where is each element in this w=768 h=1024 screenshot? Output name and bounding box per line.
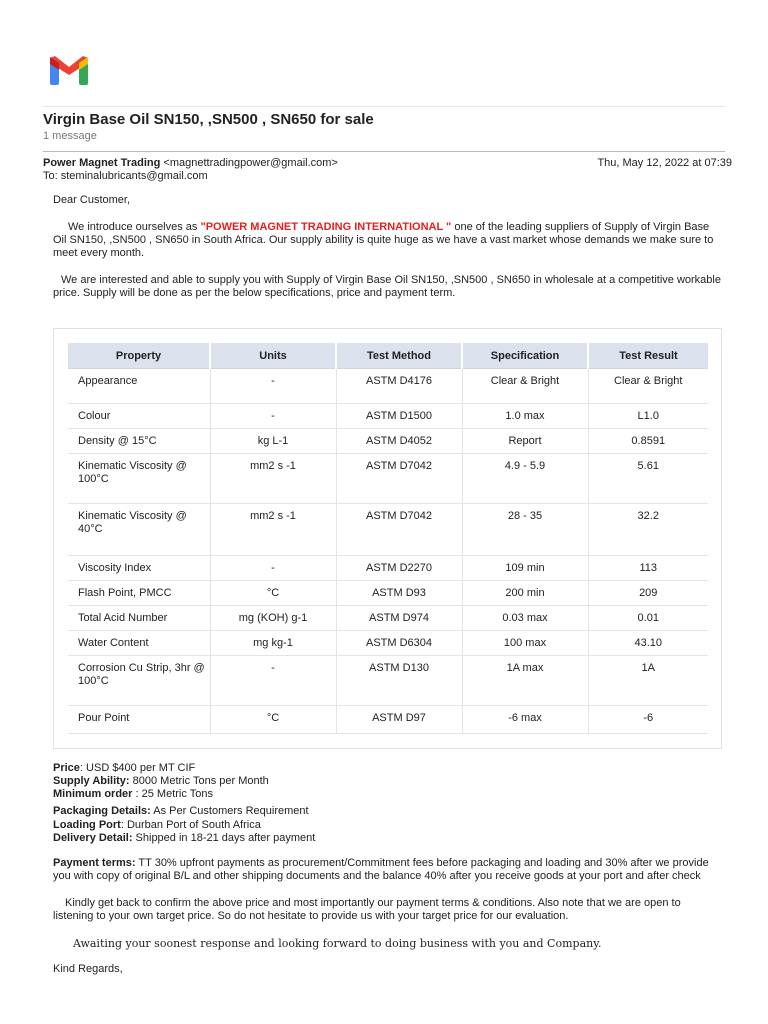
table-cell: ASTM D974: [336, 606, 462, 631]
table-cell: -6 max: [462, 706, 588, 734]
table-row: [68, 706, 708, 734]
specification-table: [68, 343, 708, 734]
loading-port-label: Loading Port: [53, 819, 121, 831]
payment-label: Payment terms:: [53, 857, 136, 869]
table-cell: ASTM D97: [336, 706, 462, 734]
price-value: : USD $400 per MT CIF: [79, 762, 196, 774]
table-cell: ASTM D1500: [336, 404, 462, 429]
kindly-paragraph: Kindly get back to confirm the above price and most importantly our payment terms & conditions. Also note that we are open to listening to your own target price. So do not hesitate to provide us with your target price for our evaluation.: [53, 897, 681, 922]
sender-email[interactable]: <magnettradingpower@gmail.com>: [163, 157, 338, 169]
table-cell: Kinematic Viscosity @ 40°C: [68, 504, 210, 556]
table-cell: Density @ 15°C: [68, 429, 210, 454]
header-divider: [43, 106, 725, 107]
payment-value: TT 30% upfront payments as procurement/Commitment fees before packaging and loading and 30% after we provide you with copy of original B/L and other shipping documents and the balance 40% after you receive goods at your port and after check: [53, 857, 709, 882]
table-cell: °C: [210, 706, 336, 734]
table-cell: ASTM D2270: [336, 556, 462, 581]
supply-label: Supply Ability:: [53, 775, 130, 787]
table-cell: 0.8591: [588, 429, 708, 454]
delivery-line: [53, 832, 723, 845]
intro-before: We introduce ourselves as: [68, 221, 201, 233]
column-header: Specification: [462, 343, 588, 369]
table-cell: 100 max: [462, 631, 588, 656]
packaging-line: [53, 805, 723, 818]
table-cell: mm2 s -1: [210, 504, 336, 556]
recipient-line: To: steminalubricants@gmail.com: [43, 170, 208, 182]
column-header: Test Result: [588, 343, 708, 369]
table-cell: Water Content: [68, 631, 210, 656]
min-order-line: [53, 788, 723, 801]
table-cell: 113: [588, 556, 708, 581]
table-row: [68, 581, 708, 606]
email-subject: Virgin Base Oil SN150, ,SN500 , SN650 for sale: [43, 111, 374, 128]
table-cell: 32.2: [588, 504, 708, 556]
table-cell: ASTM D7042: [336, 454, 462, 504]
table-cell: 1A max: [462, 656, 588, 706]
price-label: Price: [53, 762, 80, 774]
table-cell: L1.0: [588, 404, 708, 429]
message-count: 1 message: [43, 130, 97, 142]
table-cell: °C: [210, 581, 336, 606]
payment-terms: [53, 857, 723, 883]
delivery-label: Delivery Detail:: [53, 832, 133, 844]
supply-value: 8000 Metric Tons per Month: [129, 775, 269, 787]
table-cell: ASTM D7042: [336, 504, 462, 556]
min-order-label: Minimum order: [53, 788, 133, 800]
table-cell: 200 min: [462, 581, 588, 606]
table-cell: kg L-1: [210, 429, 336, 454]
min-order-value: : 25 Metric Tons: [132, 788, 213, 800]
table-cell: -: [210, 656, 336, 706]
table-cell: Appearance: [68, 369, 210, 404]
table-cell: -: [210, 556, 336, 581]
interest-paragraph: We are interested and able to supply you with Supply of Virgin Base Oil SN150, ,SN500 , SN650 in wholesale at a competitive workable price. Supply will be done as per the below specifications, price and payment term.: [53, 274, 721, 299]
table-cell: Corrosion Cu Strip, 3hr @ 100°C: [68, 656, 210, 706]
packaging-value: As Per Customers Requirement: [150, 805, 309, 817]
awaiting-line: Awaiting your soonest response and looking forward to doing business with you and Company.: [73, 937, 602, 950]
table-cell: ASTM D93: [336, 581, 462, 606]
table-cell: Colour: [68, 404, 210, 429]
table-cell: ASTM D4052: [336, 429, 462, 454]
loading-port-value: : Durban Port of South Africa: [120, 819, 261, 831]
sender-name[interactable]: Power Magnet Trading: [43, 157, 161, 169]
table-row: [68, 606, 708, 631]
email-date: Thu, May 12, 2022 at 07:39: [597, 157, 732, 169]
table-cell: 0.01: [588, 606, 708, 631]
table-cell: 28 - 35: [462, 504, 588, 556]
table-cell: 1.0 max: [462, 404, 588, 429]
sender-line: [43, 157, 338, 169]
table-cell: Clear & Bright: [588, 369, 708, 404]
table-row: [68, 454, 708, 504]
table-cell: mm2 s -1: [210, 454, 336, 504]
table-cell: 109 min: [462, 556, 588, 581]
column-header: Test Method: [336, 343, 462, 369]
table-cell: 43.10: [588, 631, 708, 656]
table-row: [68, 656, 708, 706]
table-cell: Report: [462, 429, 588, 454]
gmail-logo-icon: [50, 56, 88, 85]
kind-regards: Kind Regards,: [53, 963, 123, 975]
table-cell: ASTM D130: [336, 656, 462, 706]
table-cell: Flash Point, PMCC: [68, 581, 210, 606]
supply-line: [53, 775, 723, 788]
table-row: [68, 631, 708, 656]
table-cell: ASTM D4176: [336, 369, 462, 404]
table-cell: Kinematic Viscosity @ 100°C: [68, 454, 210, 504]
table-cell: Viscosity Index: [68, 556, 210, 581]
thread-divider: [43, 151, 725, 152]
table-row: [68, 556, 708, 581]
table-cell: -6: [588, 706, 708, 734]
intro-after: one of the leading suppliers of Supply of Virgin Base Oil SN150, ,SN500 , SN650 in South Africa. Our supply ability is quite huge as we have a vast market whose demands we make sure to meet every month.: [53, 221, 714, 259]
price-line: [53, 762, 723, 775]
table-cell: 0.03 max: [462, 606, 588, 631]
table-cell: mg (KOH) g-1: [210, 606, 336, 631]
table-cell: 5.61: [588, 454, 708, 504]
intro-paragraph: [53, 221, 723, 260]
table-cell: 4.9 - 5.9: [462, 454, 588, 504]
table-cell: -: [210, 369, 336, 404]
table-cell: 1A: [588, 656, 708, 706]
table-cell: ASTM D6304: [336, 631, 462, 656]
table-row: [68, 429, 708, 454]
table-header-row: [68, 343, 708, 369]
packaging-label: Packaging Details:: [53, 805, 151, 817]
table-row: [68, 404, 708, 429]
company-name: "POWER MAGNET TRADING INTERNATIONAL ": [200, 221, 452, 233]
loading-port-line: [53, 819, 723, 832]
table-row: [68, 369, 708, 404]
table-cell: -: [210, 404, 336, 429]
column-header: Units: [210, 343, 336, 369]
table-cell: Total Acid Number: [68, 606, 210, 631]
column-header: Property: [68, 343, 210, 369]
table-cell: Pour Point: [68, 706, 210, 734]
table-row: [68, 504, 708, 556]
table-cell: mg kg-1: [210, 631, 336, 656]
table-cell: Clear & Bright: [462, 369, 588, 404]
delivery-value: Shipped in 18-21 days after payment: [132, 832, 316, 844]
table-cell: 209: [588, 581, 708, 606]
greeting: Dear Customer,: [53, 194, 131, 206]
